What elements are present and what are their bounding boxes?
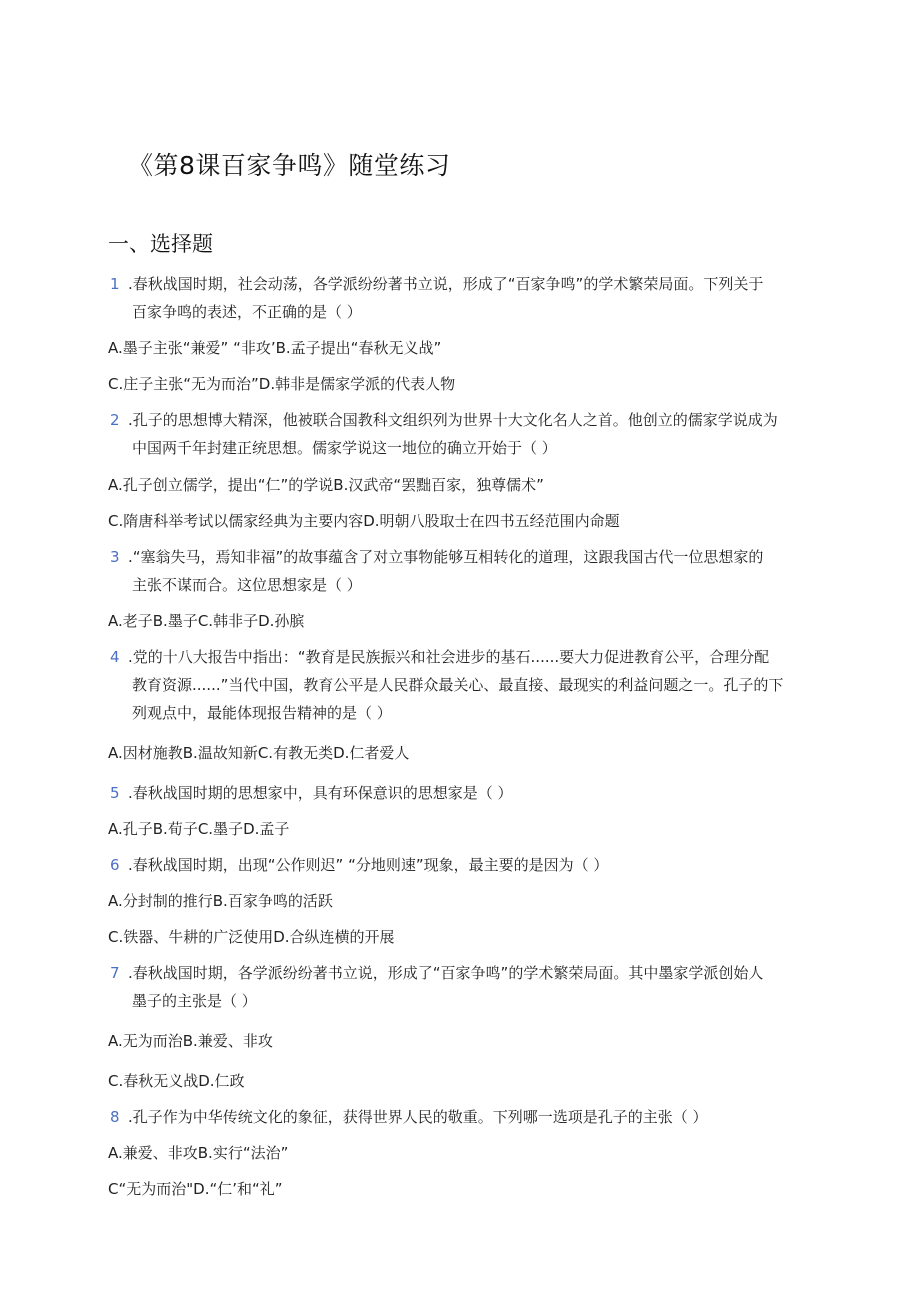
question-text-line: 墨子的主张是（ ） xyxy=(132,992,257,1010)
question-text-line: 列观点中，最能体现报告精神的是（ ） xyxy=(132,704,392,722)
option-line: C“无为而治"D.“仁’和“礼” xyxy=(108,1180,283,1198)
option-line: C.隋唐科举考试以儒家经典为主要内容D.明朝八股取士在四书五经范围内命题 xyxy=(108,512,620,530)
question-text-line: .“塞翁失马，焉知非福”的故事蕴含了对立事物能够互相转化的道理，这跟我国古代一位思想家的 xyxy=(128,548,764,566)
option-line: A.墨子主张“兼爱” “非攻’B.孟子提出“春秋无义战” xyxy=(108,339,442,357)
option-line: C.春秋无义战D.仁政 xyxy=(108,1072,245,1090)
question-text-line: 主张不谋而合。这位思想家是（ ） xyxy=(132,576,362,594)
question-text-line: 教育资源......”当代中国，教育公平是人民群众最关心、最直接、最现实的利益问题之一。孔子的下 xyxy=(132,676,784,694)
question-number: 8 xyxy=(110,1108,120,1126)
option-line: A.分封制的推行B.百家争鸣的活跃 xyxy=(108,892,333,910)
option-line: A.兼爱、非攻B.实行“法治” xyxy=(108,1144,289,1162)
question-number: 2 xyxy=(110,411,120,429)
question-text-line: 中国两千年封建正统思想。儒家学说这一地位的确立开始于（ ） xyxy=(132,439,557,457)
question-text-line: .孔子作为中华传统文化的象征，获得世界人民的敬重。下列哪一选项是孔子的主张（ ） xyxy=(128,1108,708,1126)
option-line: A.无为而治B.兼爱、非攻 xyxy=(108,1032,273,1050)
option-line: A.孔子B.荀子C.墨子D.孟子 xyxy=(108,820,290,838)
document-title: 《第8课百家争鸣》随堂练习 xyxy=(128,151,451,180)
question-text-line: 百家争鸣的表述，不正确的是（ ） xyxy=(132,303,362,321)
question-number: 1 xyxy=(110,275,120,293)
section-heading: 一、选择题 xyxy=(108,232,213,256)
option-line: C.铁器、牛耕的广泛使用D.合纵连横的开展 xyxy=(108,928,395,946)
question-number: 5 xyxy=(110,784,120,802)
question-number: 4 xyxy=(110,648,120,666)
question-text-line: .春秋战国时期，各学派纷纷著书立说，形成了“百家争鸣”的学术繁荣局面。其中墨家学派创始人 xyxy=(128,964,764,982)
option-line: A.孔子创立儒学，提出“仁”的学说B.汉武帝“罢黜百家，独尊儒术” xyxy=(108,476,544,494)
option-line: A.老子B.墨子C.韩非子D.孙膑 xyxy=(108,612,305,630)
question-text-line: .春秋战国时期的思想家中，具有环保意识的思想家是（ ） xyxy=(128,784,513,802)
question-text-line: .春秋战国时期，社会动荡，各学派纷纷著书立说，形成了“百家争鸣”的学术繁荣局面。下列关于 xyxy=(128,275,764,293)
question-number: 3 xyxy=(110,548,120,566)
question-text-line: .党的十八大报告中指出：“教育是民族振兴和社会进步的基石......要大力促进教育公平，合理分配 xyxy=(128,648,770,666)
question-number: 7 xyxy=(110,964,120,982)
question-text-line: .孔子的思想博大精深，他被联合国教科文组织列为世界十大文化名人之首。他创立的儒家学说成为 xyxy=(128,411,778,429)
question-number: 6 xyxy=(110,856,120,874)
question-text-line: .春秋战国时期，出现“公作则迟” “分地则速”现象，最主要的是因为（ ） xyxy=(128,856,609,874)
option-line: C.庄子主张“无为而治”D.韩非是儒家学派的代表人物 xyxy=(108,375,456,393)
option-line: A.因材施教B.温故知新C.有教无类D.仁者爱人 xyxy=(108,744,410,762)
